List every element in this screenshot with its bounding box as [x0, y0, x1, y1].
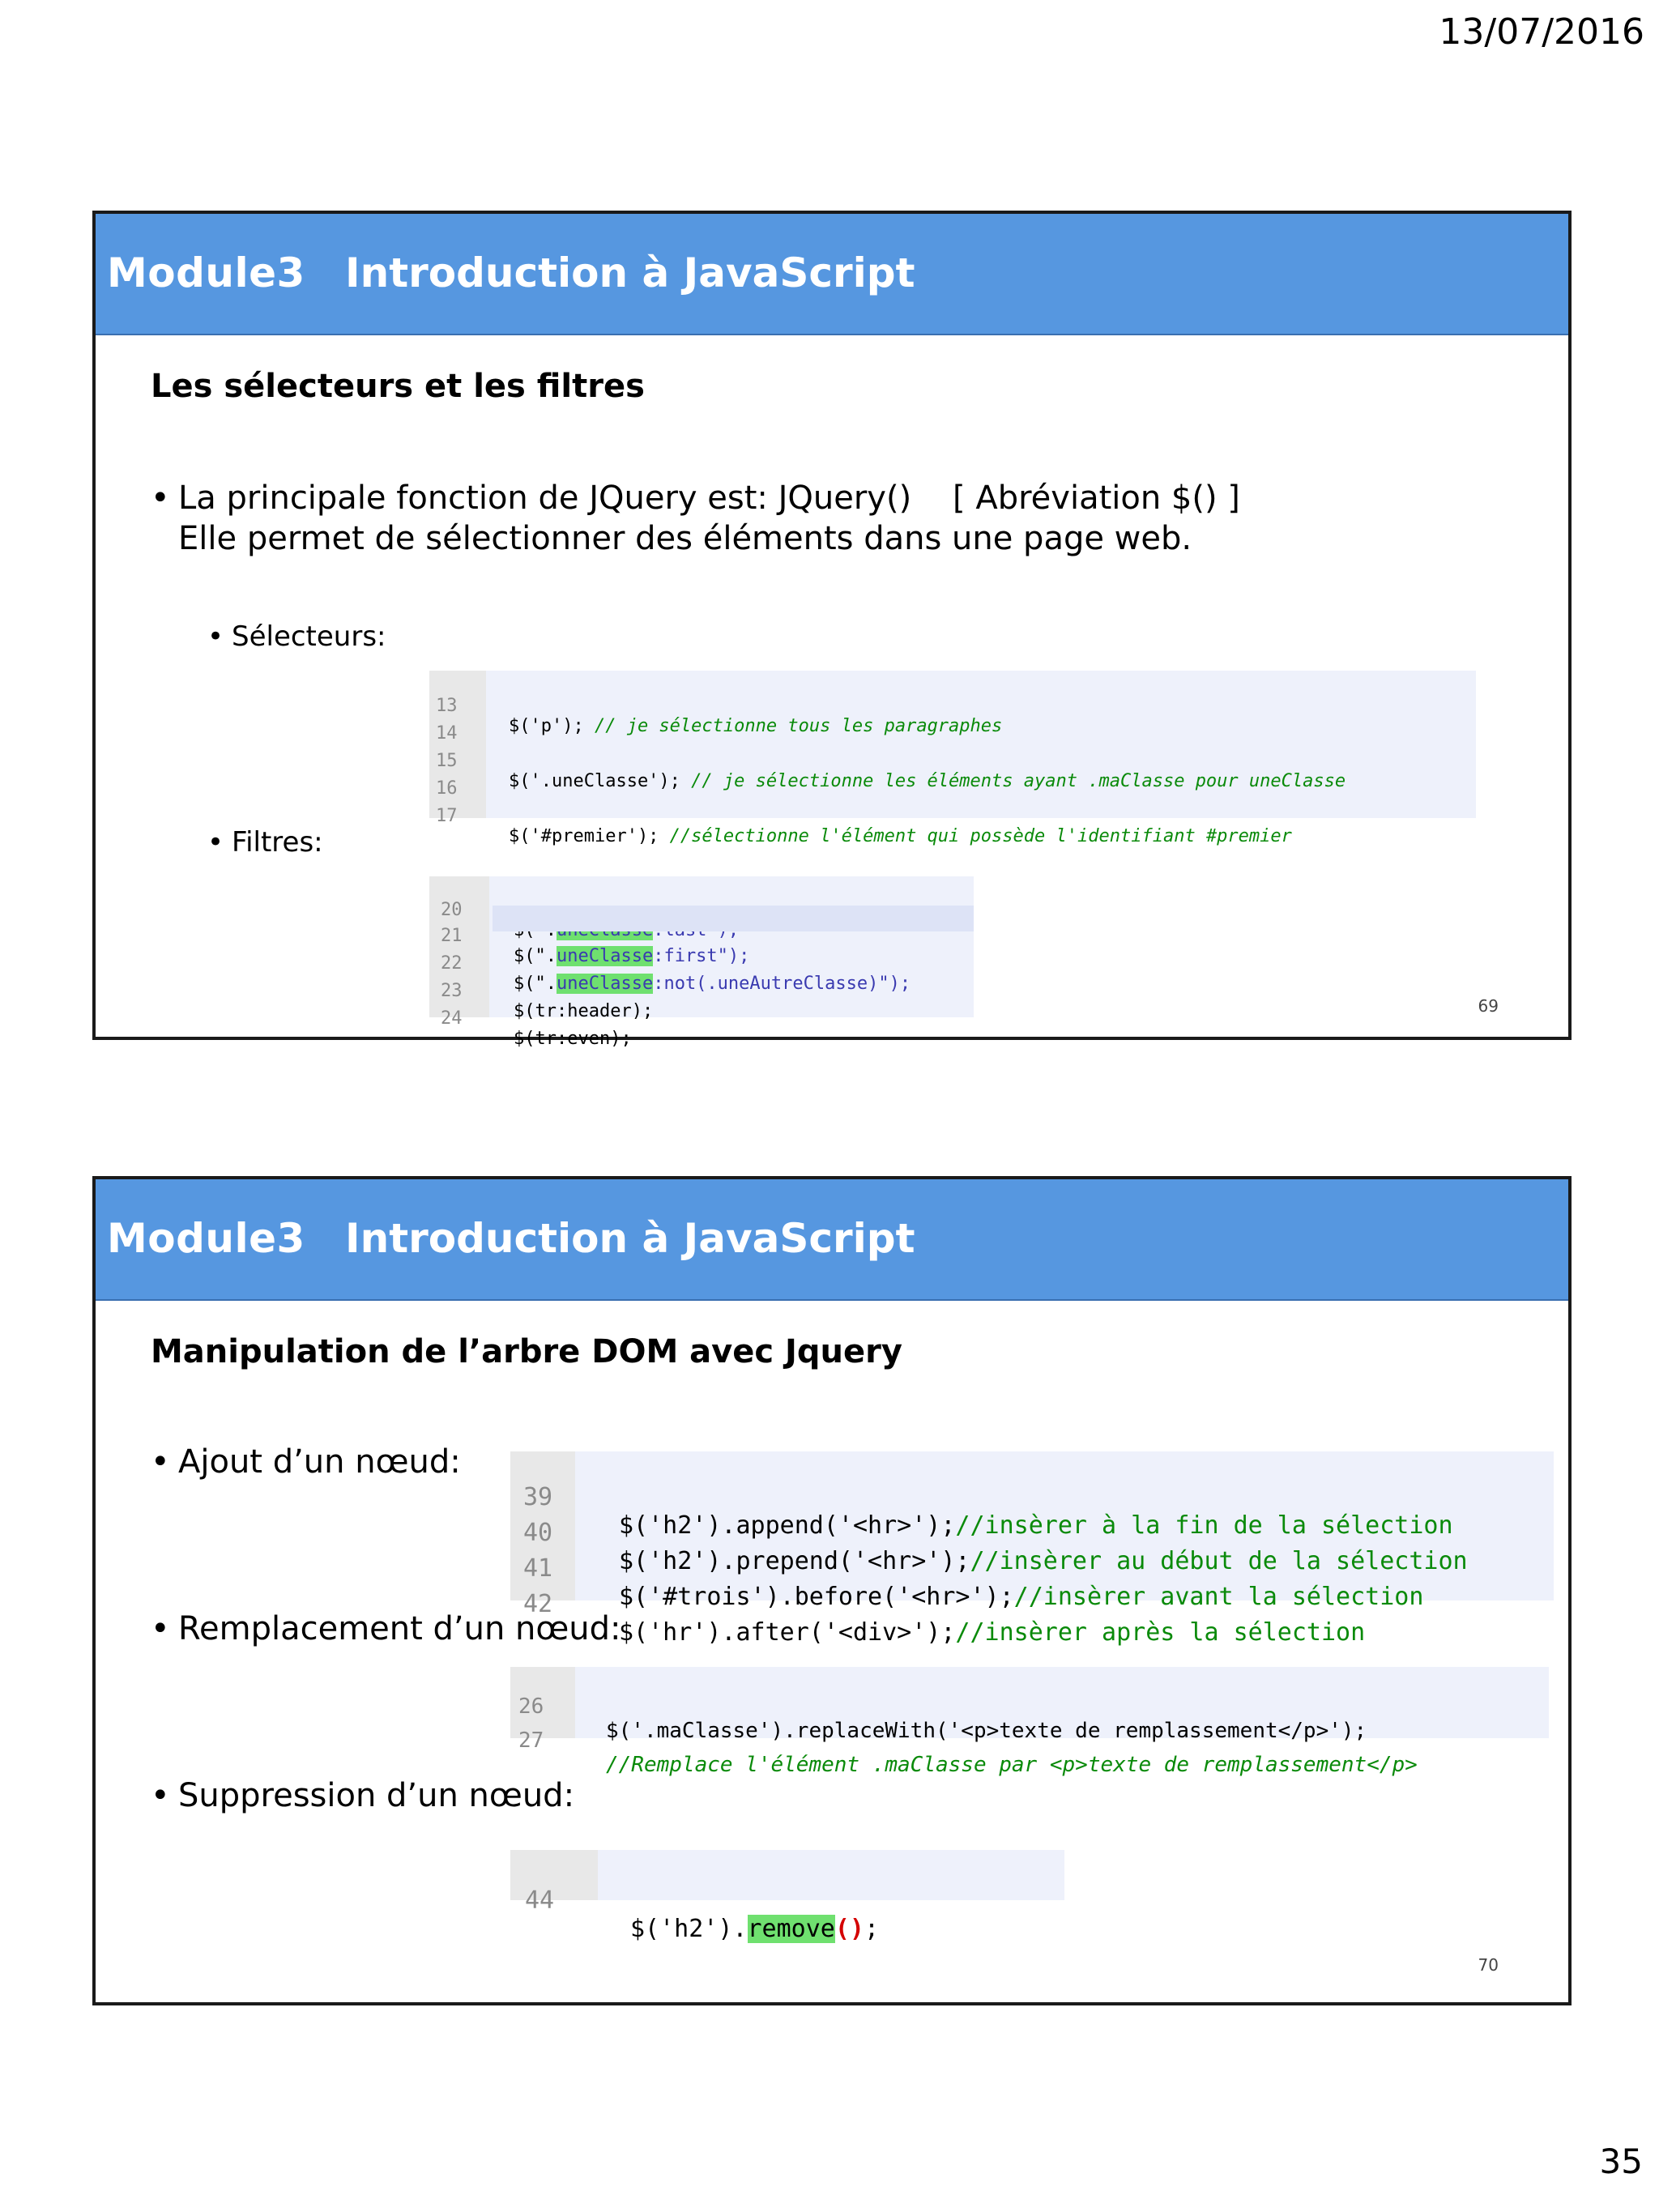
- code-line: 17 $('#premier'); //sélectionne l'élément qui possède l'identifiant #premier: [436, 806, 1292, 846]
- page-date: 13/07/2016: [1439, 11, 1644, 53]
- bullet-icon: •: [151, 479, 170, 517]
- code-line: 39 $('h2').append('<hr>');//insèrer à la fin de la sélection: [523, 1483, 1453, 1540]
- code-block-remplacement: [510, 1667, 1549, 1777]
- bullet-remplacement: • Remplacement d’un nœud:: [151, 1610, 621, 1647]
- sub-bullet-selecteurs: • Sélecteurs:: [207, 620, 386, 653]
- slide-header: [96, 1179, 1568, 1301]
- bullet-icon: •: [151, 1777, 170, 1814]
- code-line: 44 $('h2').remove();: [525, 1886, 880, 1943]
- slide-header: [96, 214, 1568, 335]
- code-line: 41 $('#trois').before('<hr>');//insèrer avant la sélection: [523, 1554, 1424, 1611]
- code-line: 22 $(".uneClasse:not(.uneAutreClasse)");: [441, 953, 911, 994]
- slide-70: [92, 1176, 1572, 2005]
- code-line: 27 //Remplace l'élément .maClasse par <p>texte de remplassement</p>: [518, 1728, 1418, 1777]
- bullet-ajout: • Ajout d’un nœud:: [151, 1443, 461, 1481]
- code-line: 13 $('p'); // je sélectionne tous les paragraphes: [436, 696, 1003, 736]
- code-line: 20: [429, 880, 974, 904]
- code-line: 21 $(".uneClasse:first");: [493, 906, 974, 931]
- sub-bullet-filtres: • Filtres:: [207, 826, 323, 859]
- code-block-ajout: [510, 1451, 1554, 1647]
- code-line: 16: [436, 778, 458, 799]
- slide-title: Introduction à JavaScript: [345, 1215, 915, 1262]
- bullet-suppression: • Suppression d’un nœud:: [151, 1777, 575, 1814]
- code-line: 26 $('.maClasse').replaceWith('<p>texte de remplassement</p>');: [518, 1694, 1367, 1743]
- bullet-icon: •: [207, 826, 224, 859]
- bullet-icon: •: [151, 1443, 170, 1481]
- module-label: Module3: [107, 1215, 305, 1262]
- code-block-filtres: [429, 876, 974, 1049]
- slide-number: 70: [1478, 1955, 1499, 1975]
- slide-title: Introduction à JavaScript: [345, 249, 915, 296]
- bullet-jquery-function: • La principale fonction de JQuery est: JQuery() [ Abréviation $() ] Elle permet de sélectionner des éléments dans une page web.: [151, 479, 1240, 557]
- code-line: 24 $(tr:even);: [441, 1008, 632, 1049]
- bullet-icon: •: [207, 620, 224, 653]
- code-line: 14: [436, 723, 458, 744]
- slide-subtitle: Les sélecteurs et les filtres: [151, 368, 645, 405]
- code-line: 42 $('hr').after('<div>');//insèrer après la sélection: [523, 1590, 1366, 1647]
- slide-number: 69: [1478, 996, 1499, 1016]
- code-block-suppression: [510, 1850, 1064, 1943]
- code-block-selecteurs: [429, 671, 1476, 846]
- code-line: 23 $(tr:header);: [441, 981, 654, 1021]
- page-number: 35: [1599, 2142, 1643, 2181]
- slide-subtitle: Manipulation de l’arbre DOM avec Jquery: [151, 1333, 902, 1370]
- slide-69: [92, 211, 1572, 1049]
- bullet-icon: •: [151, 1610, 170, 1647]
- code-line: 40 $('h2').prepend('<hr>');//insèrer au début de la sélection: [523, 1519, 1468, 1575]
- module-label: Module3: [107, 249, 305, 296]
- code-line: 15 $('.uneClasse'); // je sélectionne les éléments ayant .maClasse pour uneClasse: [436, 751, 1346, 791]
